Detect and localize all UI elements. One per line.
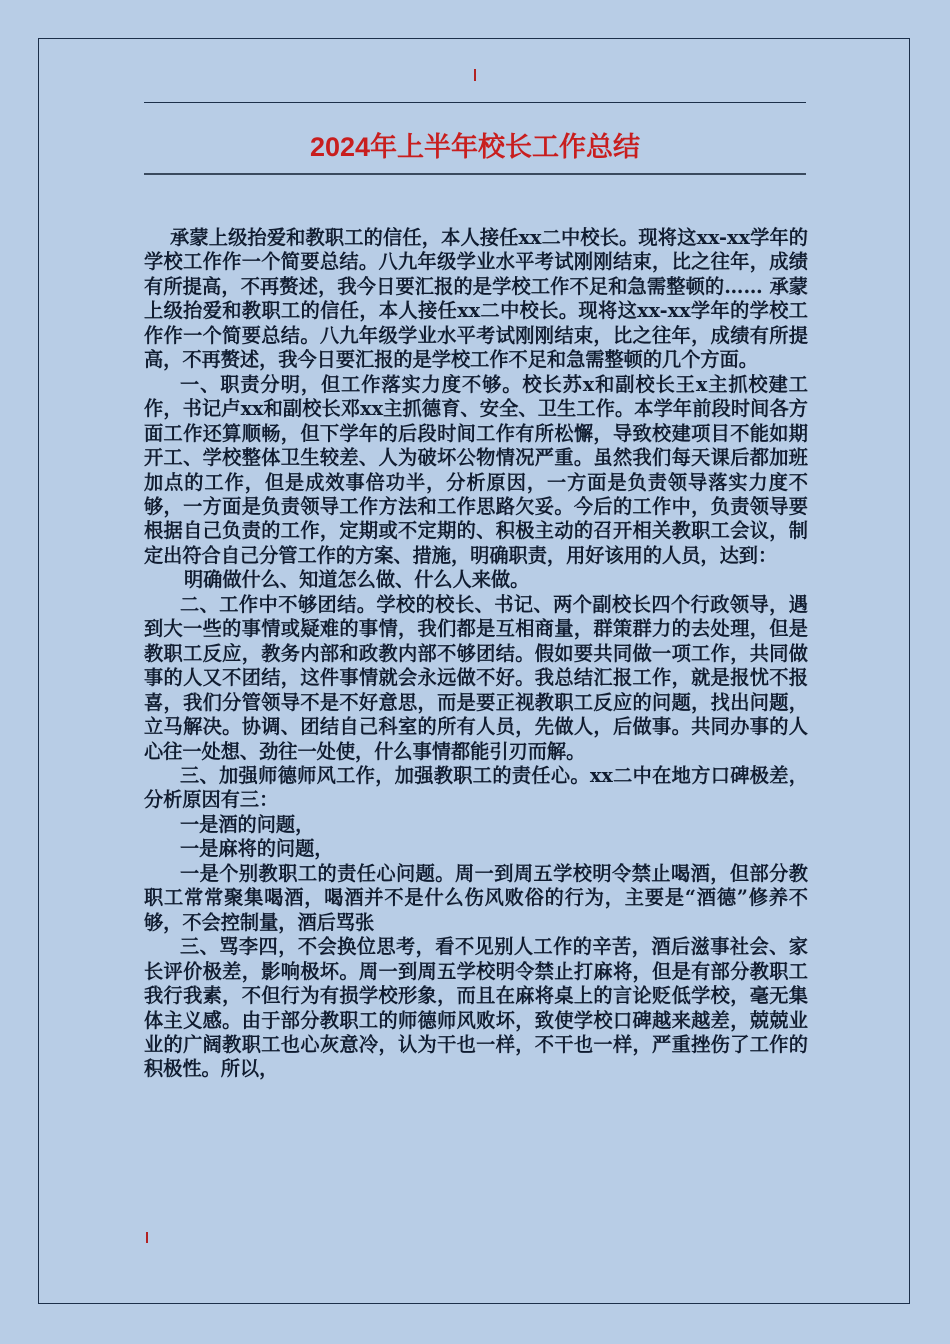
paragraph-section-3: 三、加强师德师风工作，加强教职工的责任心。xx二中在地方口碑极差，分析原因有三： — [144, 763, 808, 812]
header-rule — [144, 102, 806, 103]
footer-mark — [146, 1232, 148, 1243]
paragraph-reason-1: 一是酒的问题， — [180, 812, 315, 836]
paragraph-section-2: 二、工作中不够团结。学校的校长、书记、两个副校长四个行政领导，遇到大一些的事情或疑难的事情，我们都是互相商量，群策群力的去处理，但是教职工反应，教务内部和政教内部不够团结。假如要共同做一项工作，共同做事的人又不团结，这件事情就会永远做不好。我总结汇报工作，就是报忧不报喜，我们分管领导不是不好意思，而是要正视教职工反应的问题，找出问题，立马解决。协调、团结自己科室的所有人员，先做人，后做事。共同办事的人心往一处想、劲往一处使，什么事情都能引刃而解。 — [144, 592, 808, 763]
header-mark — [474, 69, 476, 81]
paragraph-intro: 承蒙上级抬爱和教职工的信任，本人接任xx二中校长。现将这xx-xx学年的学校工作作一个简要总结。八九年级学业水平考试刚刚结束，比之往年，成绩有所提高，不再赘述，我今日要汇报的是学校工作不足和急需整顿的…… 承蒙上级抬爱和教职工的信任，本人接任xx二中校长。现将这xx-xx学年的学校工作作一个简要总结。八九年级学业水平考试刚刚结束，比之往年，成绩有所提高，不再赘述，我今日要汇报的是学校工作不足和急需整顿的几个方面。 — [144, 226, 808, 372]
paragraph-reason-2: 一是麻将的问题， — [180, 837, 334, 861]
paragraph-continuation: 三、骂李四，不会换位思考，看不见别人工作的辛苦，酒后滋事社会、家长评价极差，影响极坏。周一到周五学校明令禁止打麻将，但是有部分教职工我行我素，不但行为有损学校形象，而且在麻将桌上的言论贬低学校，毫无集体主义感。由于部分教职工的师德师风败坏，致使学校口碑越来越差，兢兢业业的广阔教职工也心灰意冷，认为干也一样，不干也一样，严重挫伤了工作的积极性。所以， — [144, 935, 808, 1081]
paragraph-reason-3: 一是个别教职工的责任心问题。周一到周五学校明令禁止喝酒，但部分教职工常常聚集喝酒，喝酒并不是什么伤风败俗的行为，主要是“酒德”修养不够，不会控制量，酒后骂张 — [144, 861, 808, 934]
document-title: 2024年上半年校长工作总结 — [309, 132, 641, 162]
title-underline — [144, 173, 806, 175]
document-body — [144, 226, 808, 1082]
paragraph-goal: 明确做什么、知道怎么做、什么人来做。 — [184, 568, 530, 592]
paragraph-section-1: 一、职责分明，但工作落实力度不够。校长苏x和副校长王x主抓校建工作，书记卢xx和副校长邓xx主抓德育、安全、卫生工作。本学年前段时间各方面工作还算顺畅，但下学年的后段时间工作有所松懈，导致校建项目不能如期开工、学校整体卫生较差、人为破坏公物情况严重。虽然我们每天课后都加班加点的工作，但是成效事倍功半，分析原因，一方面是负责领导落实力度不够，一方面是负责领导工作方法和工作思路欠妥。今后的工作中，负责领导要根据自己负责的工作，定期或不定期的、积极主动的召开相关教职工会议，制定出符合自己分管工作的方案、措施，明确职责，用好该用的人员，达到： — [144, 372, 808, 567]
